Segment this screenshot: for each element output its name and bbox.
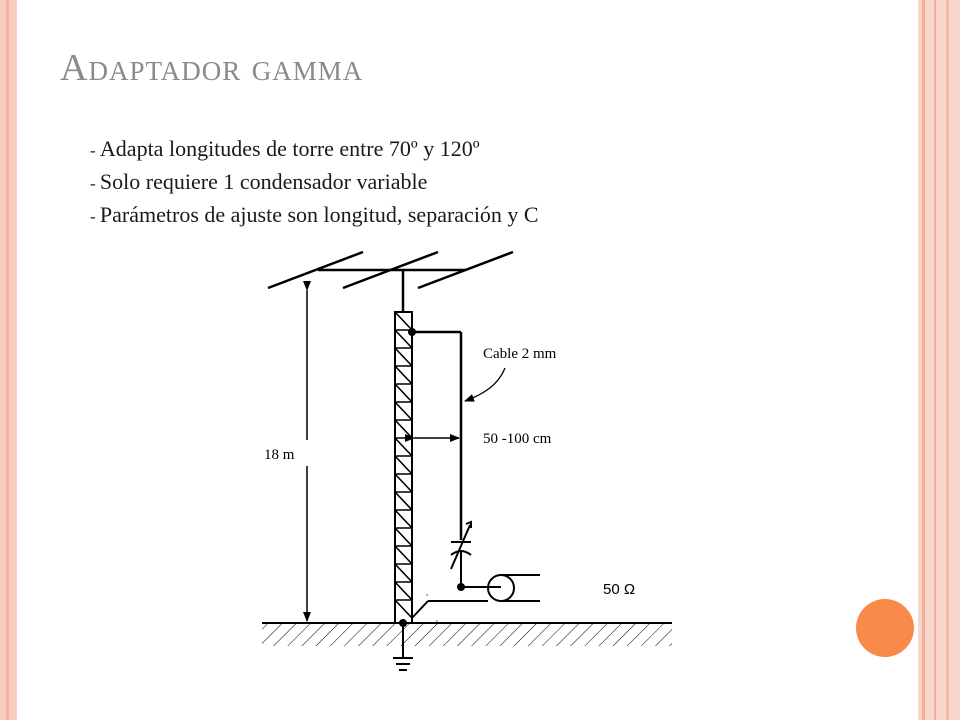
ground-junction [399, 619, 407, 627]
impedance-label: 50 Ω [603, 581, 636, 598]
cable-pointer [465, 368, 505, 401]
slide-title: Adaptador gamma [60, 47, 364, 89]
ground [262, 623, 672, 670]
coax-connector [412, 575, 540, 618]
height-label: 18 m [264, 447, 295, 463]
tower [395, 312, 412, 623]
cable-label: Cable 2 mm [483, 346, 557, 362]
yagi-antenna [268, 252, 513, 288]
gamma-rod [412, 332, 461, 540]
separation-label: 50 -100 cm [483, 431, 552, 447]
bullet-item: - Parámetros de ajuste son longitud, separación y C [90, 199, 539, 232]
decorative-circle [856, 599, 914, 657]
gamma-tap-point [408, 328, 416, 336]
bullet-item: - Solo requiere 1 condensador variable [90, 166, 539, 199]
bullet-item: - Adapta longitudes de torre entre 70º y 120º [90, 133, 539, 166]
stray-marks [426, 594, 438, 622]
